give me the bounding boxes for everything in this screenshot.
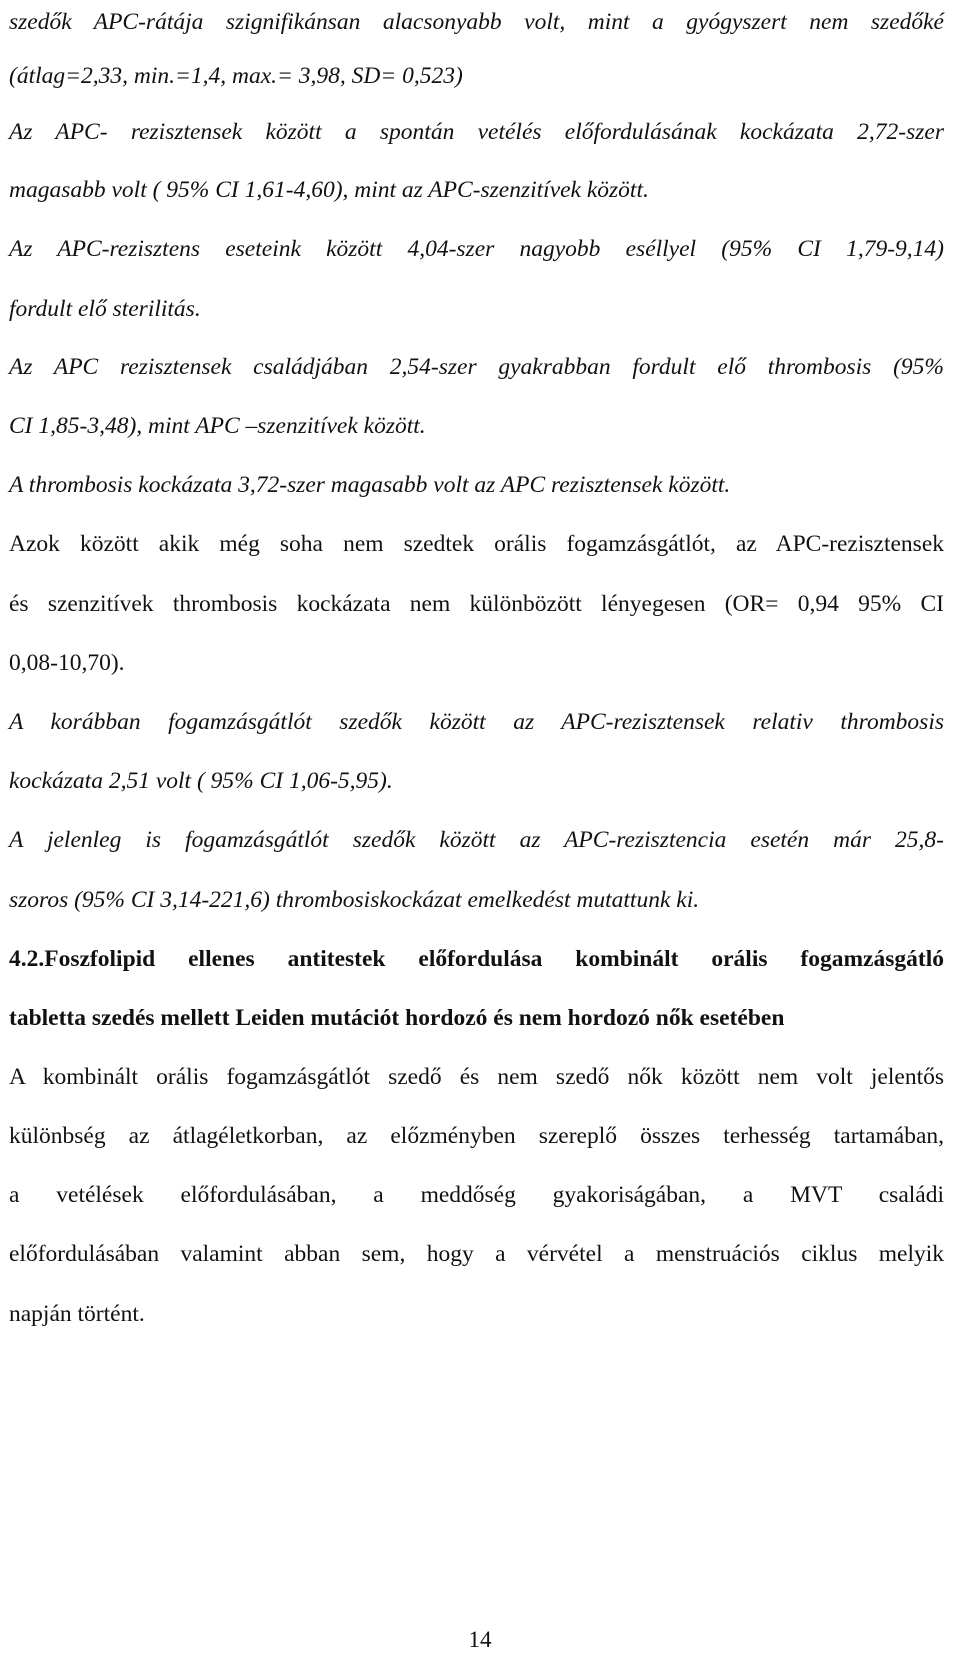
text-line: szoros (95% CI 3,14-221,6) thrombosiskockázat emelkedést mutattunk ki. — [9, 887, 700, 913]
section-heading: 4.2.Foszfolipid ellenes antitestek előfordulása kombinált orális fogamzásgátló — [9, 946, 944, 972]
text-line: A jelenleg is fogamzásgátlót szedők között az APC-rezisztencia esetén már 25,8- — [9, 827, 944, 853]
text-line: (átlag=2,33, min.=1,4, max.= 3,98, SD= 0,523) — [9, 63, 463, 89]
text-line: 0,08-10,70). — [9, 650, 125, 676]
text-line: napján történt. — [9, 1301, 145, 1327]
text-line: A korábban fogamzásgátlót szedők között az APC-rezisztensek relativ thrombosis — [9, 709, 944, 735]
page-number: 14 — [468, 1627, 492, 1652]
text-line: Az APC-rezisztens eseteink között 4,04-szer nagyobb eséllyel (95% CI 1,79-9,14) — [9, 236, 944, 262]
text-line: szedők APC-rátája szignifikánsan alacsonyabb volt, mint a gyógyszert nem szedőké — [9, 9, 944, 35]
text-line: A thrombosis kockázata 3,72-szer magasabb volt az APC rezisztensek között. — [9, 472, 731, 498]
text-line: kockázata 2,51 volt ( 95% CI 1,06-5,95). — [9, 768, 393, 794]
section-heading: tabletta szedés mellett Leiden mutációt hordozó és nem hordozó nők esetében — [9, 1005, 785, 1031]
text-line: Az APC- rezisztensek között a spontán vetélés előfordulásának kockázata 2,72-szer — [9, 119, 944, 145]
text-line: és szenzitívek thrombosis kockázata nem különbözött lényegesen (OR= 0,94 95% CI — [9, 591, 944, 617]
text-line: Az APC rezisztensek családjában 2,54-szer gyakrabban fordult elő thrombosis (95% — [9, 354, 944, 380]
text-line: különbség az átlagéletkorban, az előzményben szereplő összes terhesség tartamában, — [9, 1123, 944, 1149]
text-line: a vetélések előfordulásában, a meddőség gyakoriságában, a MVT családi — [9, 1182, 944, 1208]
text-line: fordult elő sterilitás. — [9, 296, 201, 322]
text-line: magasabb volt ( 95% CI 1,61-4,60), mint az APC-szenzitívek között. — [9, 177, 649, 203]
text-line: A kombinált orális fogamzásgátlót szedő és nem szedő nők között nem volt jelentős — [9, 1064, 944, 1090]
text-line: CI 1,85-3,48), mint APC –szenzitívek között. — [9, 413, 426, 439]
text-line: előfordulásában valamint abban sem, hogy a vérvétel a menstruációs ciklus melyik — [9, 1241, 944, 1267]
text-line: Azok között akik még soha nem szedtek orális fogamzásgátlót, az APC-rezisztensek — [9, 531, 944, 557]
